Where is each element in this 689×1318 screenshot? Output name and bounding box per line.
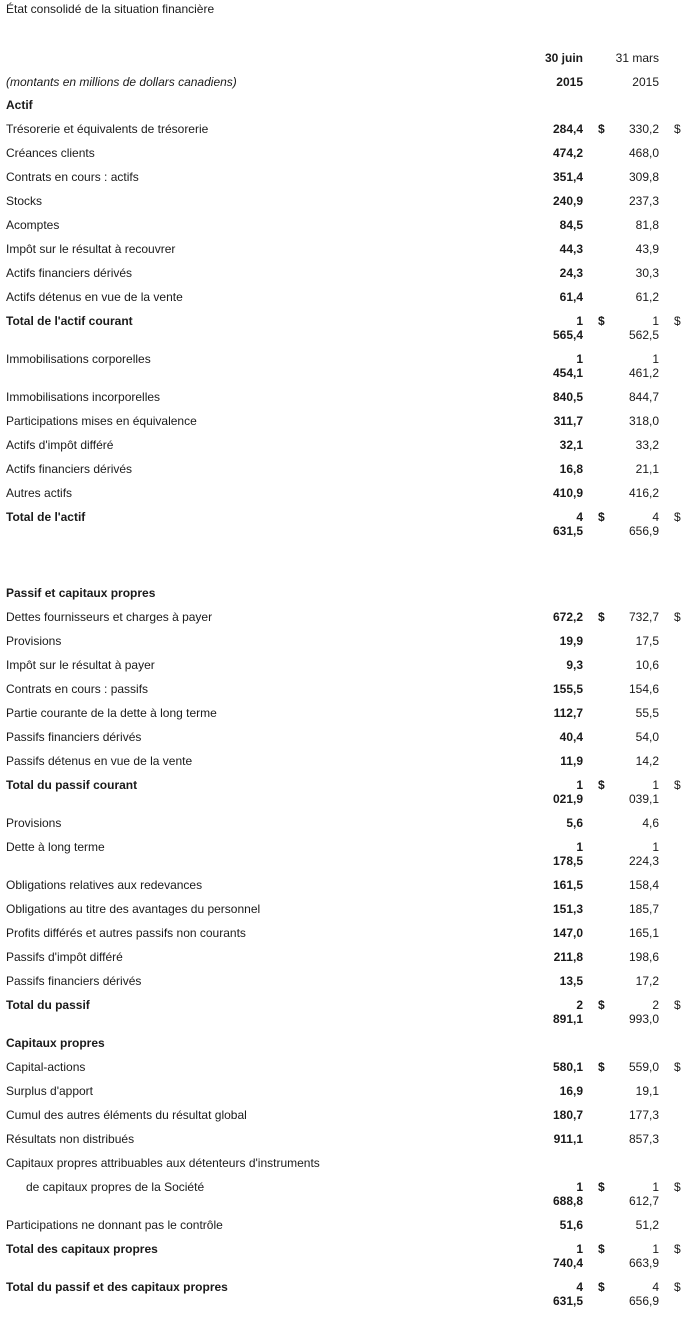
table-row <box>6 122 689 146</box>
value-jun-2015: 84,5 <box>559 218 583 232</box>
value-part: 1 <box>652 778 659 792</box>
currency-symbol: $ <box>674 314 681 328</box>
value-mar-2015: 61,2 <box>635 290 659 304</box>
value-jun-2015 <box>553 1180 583 1208</box>
value-mar-2015: 10,6 <box>635 658 659 672</box>
row-label: Total de l'actif <box>6 510 86 524</box>
value-mar-2015: 19,1 <box>635 1084 659 1098</box>
value-part: 4 <box>576 1280 583 1294</box>
table-row <box>6 902 689 926</box>
value-mar-2015 <box>629 1242 659 1270</box>
value-mar-2015: 177,3 <box>628 1108 659 1122</box>
table-row <box>6 634 689 658</box>
value-part: 631,5 <box>552 524 583 538</box>
value-part: 1 <box>576 840 583 854</box>
currency-symbol: $ <box>674 510 681 524</box>
row-label: Partie courante de la dette à long terme <box>6 706 217 720</box>
currency-symbol: $ <box>598 1180 605 1194</box>
col1-header-line1: 30 juin <box>544 51 583 65</box>
value-part: 224,3 <box>628 854 659 868</box>
table-row <box>6 682 689 706</box>
value-jun-2015: 16,9 <box>559 1084 583 1098</box>
value-mar-2015 <box>629 998 659 1026</box>
col2-header-line2: 2015 <box>632 75 659 89</box>
row-label: Total du passif et des capitaux propres <box>6 1280 228 1294</box>
currency-symbol: $ <box>598 510 605 524</box>
value-part: 4 <box>576 510 583 524</box>
spacer <box>6 548 689 586</box>
table-row <box>6 352 689 390</box>
value-mar-2015: 14,2 <box>635 754 659 768</box>
table-row <box>6 1108 689 1132</box>
value-part: 663,9 <box>628 1256 659 1270</box>
row-label: Total du passif <box>6 998 90 1012</box>
row-label: Acomptes <box>6 218 60 232</box>
value-jun-2015: 155,5 <box>552 682 583 696</box>
currency-symbol: $ <box>674 998 681 1012</box>
table-row <box>6 1132 689 1156</box>
section-heading <box>6 1036 689 1060</box>
table-row <box>6 1156 689 1180</box>
value-jun-2015: 410,9 <box>552 486 583 500</box>
row-label: Stocks <box>6 194 43 208</box>
value-jun-2015 <box>553 840 583 868</box>
total-row <box>6 510 689 548</box>
table-row <box>6 840 689 878</box>
value-part: 1 <box>652 352 659 366</box>
value-mar-2015: 857,3 <box>628 1132 659 1146</box>
value-jun-2015 <box>553 314 583 342</box>
currency-symbol: $ <box>598 122 605 136</box>
row-label: Passifs d'impôt différé <box>6 950 123 964</box>
value-mar-2015: 559,0 <box>628 1060 659 1074</box>
total-row <box>6 1242 689 1280</box>
value-mar-2015: 81,8 <box>635 218 659 232</box>
section-heading <box>6 586 689 610</box>
value-mar-2015: 21,1 <box>635 462 659 476</box>
table-row <box>6 1218 689 1242</box>
table-row <box>6 1060 689 1084</box>
value-jun-2015: 5,6 <box>566 816 583 830</box>
value-mar-2015: 43,9 <box>635 242 659 256</box>
value-part: 1 <box>576 352 583 366</box>
currency-symbol: $ <box>598 314 605 328</box>
value-jun-2015: 211,8 <box>553 950 583 964</box>
value-mar-2015: 185,7 <box>628 902 659 916</box>
value-jun-2015: 151,3 <box>552 902 583 916</box>
currency-symbol: $ <box>674 1242 681 1256</box>
value-jun-2015: 19,9 <box>559 634 583 648</box>
value-part: 656,9 <box>628 1294 659 1308</box>
value-mar-2015: 309,8 <box>628 170 659 184</box>
table-row <box>6 1084 689 1108</box>
value-jun-2015: 51,6 <box>559 1218 583 1232</box>
row-label: Surplus d'apport <box>6 1084 94 1098</box>
table-row <box>6 194 689 218</box>
value-mar-2015: 165,1 <box>628 926 659 940</box>
row-label: Passif et capitaux propres <box>6 586 156 600</box>
value-jun-2015 <box>553 1280 583 1308</box>
value-mar-2015: 154,6 <box>628 682 659 696</box>
table-row <box>6 242 689 266</box>
col1-header-line2: 2015 <box>556 75 583 89</box>
total-row <box>6 314 689 352</box>
row-label: Actifs financiers dérivés <box>6 462 133 476</box>
value-jun-2015: 61,4 <box>559 290 583 304</box>
row-label: Dettes fournisseurs et charges à payer <box>6 610 213 624</box>
value-jun-2015: 44,3 <box>559 242 583 256</box>
row-label: Impôt sur le résultat à recouvrer <box>6 242 176 256</box>
table-row <box>6 266 689 290</box>
table-row <box>6 1180 689 1218</box>
value-jun-2015: 580,1 <box>552 1060 583 1074</box>
value-part: 039,1 <box>628 792 659 806</box>
value-mar-2015: 158,4 <box>628 878 659 892</box>
value-jun-2015: 180,7 <box>552 1108 583 1122</box>
value-mar-2015: 732,7 <box>628 610 659 624</box>
value-mar-2015 <box>629 778 659 806</box>
row-label: Passifs financiers dérivés <box>6 974 142 988</box>
currency-symbol: $ <box>674 122 681 136</box>
value-jun-2015: 32,1 <box>559 438 583 452</box>
row-label: de capitaux propres de la Société <box>26 1180 205 1194</box>
row-label: Capitaux propres <box>6 1036 105 1050</box>
value-mar-2015: 237,3 <box>628 194 659 208</box>
currency-symbol: $ <box>598 1242 605 1256</box>
value-jun-2015: 9,3 <box>566 658 583 672</box>
table-row <box>6 950 689 974</box>
row-label: Profits différés et autres passifs non courants <box>6 926 246 940</box>
value-mar-2015 <box>629 510 659 538</box>
statement-title: État consolidé de la situation financière <box>6 2 215 16</box>
row-label: Immobilisations corporelles <box>6 352 151 366</box>
value-mar-2015: 4,6 <box>642 816 659 830</box>
currency-symbol: $ <box>598 998 605 1012</box>
row-label: Dette à long terme <box>6 840 105 854</box>
value-part: 4 <box>652 1280 659 1294</box>
currency-symbol: $ <box>674 778 681 792</box>
value-part: 021,9 <box>552 792 583 806</box>
table-row <box>6 816 689 840</box>
value-part: 4 <box>652 510 659 524</box>
row-label: Total de l'actif courant <box>6 314 133 328</box>
section-heading <box>6 98 689 122</box>
value-jun-2015: 474,2 <box>552 146 583 160</box>
column-header <box>6 51 689 87</box>
value-mar-2015: 844,7 <box>628 390 659 404</box>
value-jun-2015: 112,7 <box>553 706 583 720</box>
value-mar-2015 <box>629 1180 659 1208</box>
value-jun-2015: 11,9 <box>560 754 583 768</box>
value-jun-2015: 161,5 <box>552 878 583 892</box>
units-note: (montants en millions de dollars canadiens) <box>6 75 237 89</box>
table-row <box>6 486 689 510</box>
total-row <box>6 778 689 816</box>
table-row <box>6 438 689 462</box>
row-label: Passifs détenus en vue de la vente <box>6 754 193 768</box>
value-mar-2015: 17,5 <box>635 634 659 648</box>
row-label: Immobilisations incorporelles <box>6 390 161 404</box>
row-label: Obligations relatives aux redevances <box>6 878 203 892</box>
table-row <box>6 170 689 194</box>
row-label: Contrats en cours : actifs <box>6 170 139 184</box>
table-row <box>6 146 689 170</box>
row-label: Contrats en cours : passifs <box>6 682 149 696</box>
value-jun-2015: 13,5 <box>559 974 583 988</box>
row-label: Total des capitaux propres <box>6 1242 158 1256</box>
value-part: 612,7 <box>628 1194 659 1208</box>
currency-symbol: $ <box>598 610 605 624</box>
total-row <box>6 1280 689 1318</box>
value-jun-2015 <box>553 510 583 538</box>
value-jun-2015 <box>553 998 583 1026</box>
currency-symbol: $ <box>598 1060 605 1074</box>
value-mar-2015: 30,3 <box>635 266 659 280</box>
value-part: 1 <box>576 1180 583 1194</box>
value-jun-2015: 672,2 <box>552 610 583 624</box>
table-row <box>6 878 689 902</box>
value-mar-2015: 33,2 <box>635 438 659 452</box>
row-label: Participations ne donnant pas le contrôle <box>6 1218 223 1232</box>
value-part: 891,1 <box>552 1012 583 1026</box>
value-part: 178,5 <box>552 854 583 868</box>
value-jun-2015: 840,5 <box>552 390 583 404</box>
table-row <box>6 610 689 634</box>
value-mar-2015 <box>629 840 659 868</box>
value-jun-2015: 40,4 <box>559 730 583 744</box>
table-row <box>6 730 689 754</box>
value-part: 1 <box>652 1180 659 1194</box>
value-mar-2015: 416,2 <box>628 486 659 500</box>
table-row <box>6 974 689 998</box>
currency-symbol: $ <box>674 610 681 624</box>
value-mar-2015 <box>629 352 659 380</box>
table-row <box>6 414 689 438</box>
table-row <box>6 462 689 486</box>
row-label: Autres actifs <box>6 486 73 500</box>
row-label: Actifs financiers dérivés <box>6 266 133 280</box>
value-part: 565,4 <box>552 328 583 342</box>
statement-table <box>6 98 689 1318</box>
value-jun-2015: 240,9 <box>552 194 583 208</box>
row-label: Créances clients <box>6 146 95 160</box>
value-part: 1 <box>576 1242 583 1256</box>
value-mar-2015: 330,2 <box>628 122 659 136</box>
row-label: Total du passif courant <box>6 778 138 792</box>
value-mar-2015 <box>629 1280 659 1308</box>
total-row <box>6 998 689 1036</box>
row-label: Provisions <box>6 816 62 830</box>
currency-symbol: $ <box>598 778 605 792</box>
row-label: Participations mises en équivalence <box>6 414 197 428</box>
value-jun-2015: 24,3 <box>559 266 583 280</box>
row-label: Provisions <box>6 634 62 648</box>
col2-header-line1: 31 mars <box>615 51 659 65</box>
currency-symbol: $ <box>674 1280 681 1294</box>
table-row <box>6 390 689 414</box>
value-part: 631,5 <box>552 1294 583 1308</box>
value-jun-2015: 284,4 <box>552 122 583 136</box>
row-label: Passifs financiers dérivés <box>6 730 142 744</box>
value-jun-2015: 351,4 <box>552 170 583 184</box>
value-jun-2015: 911,1 <box>553 1132 583 1146</box>
table-row <box>6 218 689 242</box>
value-jun-2015: 311,7 <box>553 414 583 428</box>
value-mar-2015 <box>629 314 659 342</box>
value-part: 2 <box>576 998 583 1012</box>
value-mar-2015: 198,6 <box>628 950 659 964</box>
value-mar-2015: 468,0 <box>628 146 659 160</box>
table-row <box>6 658 689 682</box>
value-part: 656,9 <box>628 524 659 538</box>
value-part: 1 <box>576 314 583 328</box>
value-part: 1 <box>652 1242 659 1256</box>
table-row <box>6 290 689 314</box>
row-label: Trésorerie et équivalents de trésorerie <box>6 122 209 136</box>
currency-symbol: $ <box>674 1180 681 1194</box>
row-label: Actif <box>6 98 33 112</box>
value-part: 2 <box>652 998 659 1012</box>
value-jun-2015 <box>553 1242 583 1270</box>
table-row <box>6 926 689 950</box>
value-mar-2015: 55,5 <box>635 706 659 720</box>
value-jun-2015: 16,8 <box>559 462 583 476</box>
value-part: 740,4 <box>552 1256 583 1270</box>
value-mar-2015: 51,2 <box>635 1218 659 1232</box>
value-mar-2015: 54,0 <box>635 730 659 744</box>
row-label: Obligations au titre des avantages du personnel <box>6 902 261 916</box>
value-part: 562,5 <box>628 328 659 342</box>
value-part: 1 <box>576 778 583 792</box>
row-label: Capital-actions <box>6 1060 86 1074</box>
value-jun-2015 <box>553 778 583 806</box>
row-label: Capitaux propres attribuables aux détenteurs d'instruments <box>6 1156 320 1170</box>
row-label: Impôt sur le résultat à payer <box>6 658 155 672</box>
row-label: Actifs d'impôt différé <box>6 438 114 452</box>
currency-symbol: $ <box>674 1060 681 1074</box>
table-row <box>6 706 689 730</box>
value-part: 461,2 <box>628 366 659 380</box>
value-jun-2015 <box>553 352 583 380</box>
row-label: Résultats non distribués <box>6 1132 135 1146</box>
value-part: 1 <box>652 840 659 854</box>
value-mar-2015: 17,2 <box>635 974 659 988</box>
value-part: 688,8 <box>552 1194 583 1208</box>
value-part: 993,0 <box>628 1012 659 1026</box>
table-row <box>6 754 689 778</box>
row-label: Cumul des autres éléments du résultat global <box>6 1108 247 1122</box>
row-label: Actifs détenus en vue de la vente <box>6 290 183 304</box>
currency-symbol: $ <box>598 1280 605 1294</box>
value-part: 1 <box>652 314 659 328</box>
value-part: 454,1 <box>552 366 583 380</box>
value-mar-2015: 318,0 <box>628 414 659 428</box>
value-jun-2015: 147,0 <box>552 926 583 940</box>
